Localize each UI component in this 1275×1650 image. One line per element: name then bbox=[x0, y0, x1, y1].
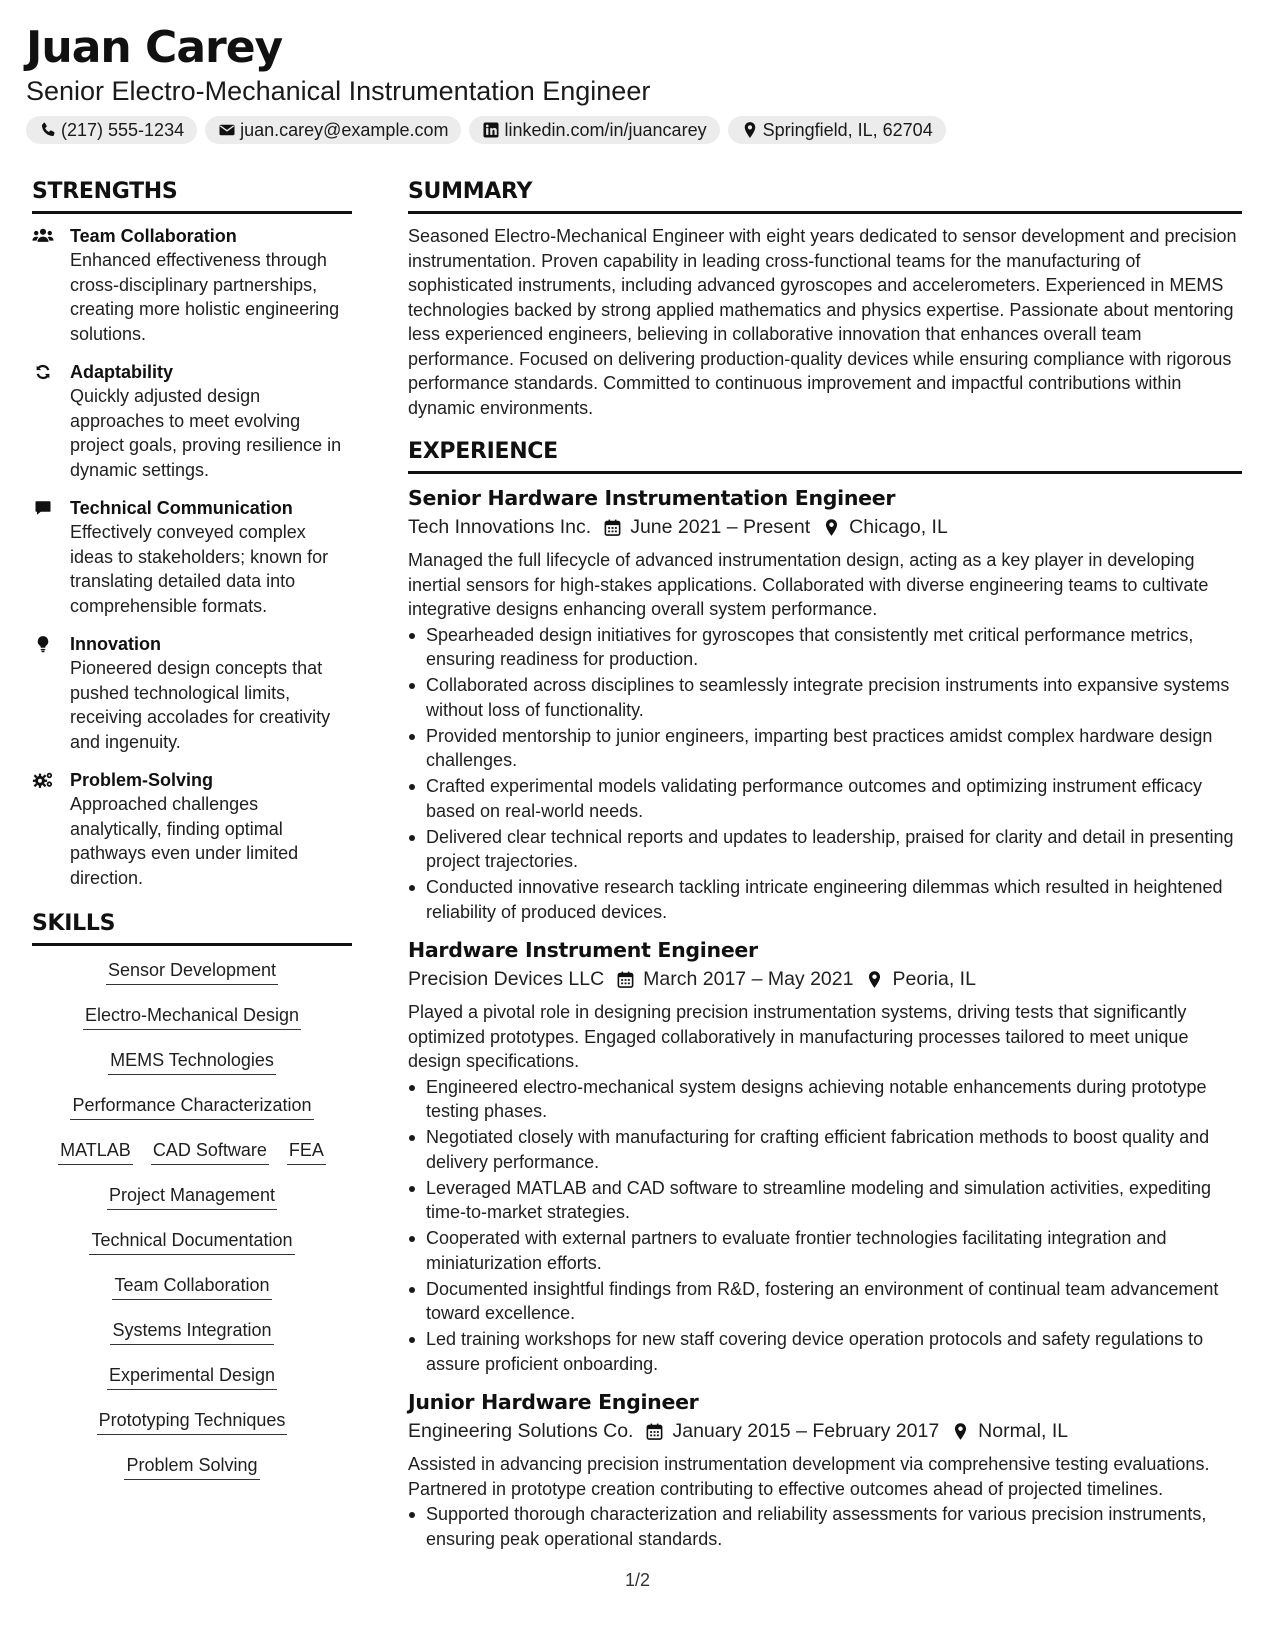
job-description: Assisted in advancing precision instrumentation development via comprehensive testing evaluations. Partnered in prototype creation contributing to effective outcomes ahead of projected timelines. bbox=[408, 1454, 1210, 1499]
job-description: Played a pivotal role in designing precision instrumentation systems, driving tests that significantly optimized prototypes. Engaged collaboratively in manufacturing processes tailored to meet unique design specifications. bbox=[408, 1002, 1189, 1071]
map-pin-icon bbox=[865, 970, 884, 989]
skill-tag: Problem Solving bbox=[124, 1451, 259, 1480]
strength-text: Approached challenges analytically, finding optimal pathways even under limited direction. bbox=[70, 794, 299, 888]
strength-title: Adaptability bbox=[70, 362, 174, 382]
job-bullet: Collaborated across disciplines to seamlessly integrate precision instruments into expansive systems without loss of functionality. bbox=[408, 673, 1242, 722]
summary-text: Seasoned Electro-Mechanical Engineer with eight years dedicated to sensor development and precision instrumentation. Proven capability in leading cross-functional teams for the manufacturing of sophisticated instruments, including advanced gyroscopes and accelerometers. Experienced in MEMS technologies backed by strong applied mathematics and physics expertise. Passionate about mentoring less experienced engineers, believing in collaborative innovation that enhances overall team performance. Focused on delivering production-quality devices while ensuring compliance with rigorous performance standards. Committed to continuous improvement and impactful contributions within dynamic environments. bbox=[408, 226, 1237, 418]
strength-title: Technical Communication bbox=[70, 498, 293, 518]
right-column bbox=[408, 178, 1242, 1563]
strength-text: Pioneered design concepts that pushed technological limits, receiving accolades for creativity and ingenuity. bbox=[70, 658, 331, 752]
cogs-icon bbox=[32, 771, 54, 789]
strength-title: Problem-Solving bbox=[70, 770, 214, 790]
skill-tag: Systems Integration bbox=[110, 1316, 273, 1345]
skill-tag: Performance Characterization bbox=[70, 1091, 313, 1120]
job-location: Normal, IL bbox=[978, 1420, 1069, 1442]
job-entry bbox=[408, 484, 1242, 924]
job-bullets bbox=[408, 1502, 1242, 1551]
job-bullet: Conducted innovative research tackling intricate engineering dilemmas which resulted in heightened reliability of produced devices. bbox=[408, 875, 1242, 924]
strength-title: Innovation bbox=[70, 634, 161, 654]
job-dates: January 2015 – February 2017 bbox=[672, 1420, 940, 1442]
candidate-name: Juan Carey bbox=[26, 22, 283, 73]
skill-tag: MEMS Technologies bbox=[108, 1046, 276, 1075]
map-pin-icon bbox=[951, 1422, 970, 1441]
job-bullet: Supported thorough characterization and reliability assessments for various precision instruments, ensuring peak operational standards. bbox=[408, 1502, 1242, 1551]
contact-linkedin[interactable] bbox=[469, 116, 719, 144]
job-location: Peoria, IL bbox=[892, 968, 976, 990]
job-company: Precision Devices LLC bbox=[408, 968, 605, 990]
calendar-icon bbox=[645, 1422, 664, 1441]
skills-list bbox=[32, 956, 352, 1496]
strength-text: Effectively conveyed complex ideas to stakeholders; known for translating detailed data into comprehensible formats. bbox=[70, 522, 329, 616]
skill-tag: Technical Documentation bbox=[89, 1226, 294, 1255]
skill-tag: FEA bbox=[287, 1136, 326, 1165]
left-column bbox=[32, 178, 352, 1496]
job-title: Senior Hardware Instrumentation Engineer bbox=[408, 486, 896, 510]
strength-item bbox=[32, 224, 352, 346]
contact-bar bbox=[26, 116, 1256, 144]
skill-tag: Sensor Development bbox=[106, 956, 278, 985]
job-company: Tech Innovations Inc. bbox=[408, 516, 592, 538]
job-bullet: Negotiated closely with manufacturing for crafting efficient fabrication methods to boost quality and delivery performance. bbox=[408, 1125, 1242, 1174]
contact-email[interactable] bbox=[205, 116, 461, 144]
lightbulb-icon bbox=[32, 635, 54, 653]
skill-tag: Experimental Design bbox=[107, 1361, 277, 1390]
skill-tag: MATLAB bbox=[58, 1136, 133, 1165]
job-bullet: Crafted experimental models validating performance outcomes and optimizing instrument efficacy based on real-world needs. bbox=[408, 774, 1242, 823]
job-bullet: Spearheaded design initiatives for gyroscopes that consistently met critical performance metrics, ensuring readiness for production. bbox=[408, 623, 1242, 672]
strength-text: Quickly adjusted design approaches to meet evolving project goals, proving resilience in dynamic settings. bbox=[70, 386, 342, 480]
job-bullets bbox=[408, 1075, 1242, 1377]
page-number: 1/2 bbox=[624, 1570, 651, 1590]
job-meta bbox=[408, 512, 1242, 542]
contact-location-text: Springfield, IL, 62704 bbox=[762, 119, 933, 140]
map-pin-icon bbox=[822, 518, 841, 537]
job-meta bbox=[408, 1416, 1242, 1446]
skill-tag: Electro-Mechanical Design bbox=[83, 1001, 301, 1030]
job-bullet: Leveraged MATLAB and CAD software to streamline modeling and simulation activities, expediting time-to-market strategies. bbox=[408, 1176, 1242, 1225]
phone-icon bbox=[39, 121, 57, 139]
contact-phone-text: (217) 555-1234 bbox=[61, 119, 185, 140]
contact-location bbox=[728, 116, 946, 144]
calendar-icon bbox=[603, 518, 622, 537]
job-location: Chicago, IL bbox=[849, 516, 948, 538]
contact-phone[interactable] bbox=[26, 116, 197, 144]
skill-tag: CAD Software bbox=[151, 1136, 269, 1165]
job-bullet: Cooperated with external partners to evaluate frontier technologies facilitating integration and miniaturization efforts. bbox=[408, 1226, 1242, 1275]
resume-header bbox=[26, 22, 1256, 144]
strength-text: Enhanced effectiveness through cross-disciplinary partnerships, creating more holistic engineering solutions. bbox=[70, 250, 340, 344]
job-dates: June 2021 – Present bbox=[630, 516, 811, 538]
job-company: Engineering Solutions Co. bbox=[408, 1420, 634, 1442]
contact-linkedin-text: linkedin.com/in/juancarey bbox=[504, 119, 707, 140]
strengths-heading: STRENGTHS bbox=[32, 178, 352, 214]
job-entry bbox=[408, 1388, 1242, 1551]
job-bullets bbox=[408, 623, 1242, 925]
job-bullet: Provided mentorship to junior engineers, imparting best practices amidst complex hardware design challenges. bbox=[408, 724, 1242, 773]
job-description: Managed the full lifecycle of advanced instrumentation design, acting as a key player in developing inertial sensors for high-stakes applications. Collaborated with diverse engineering teams to cultivate integrative designs enhancing overall system performance. bbox=[408, 550, 1209, 619]
sync-icon bbox=[32, 363, 54, 381]
envelope-icon bbox=[218, 121, 236, 139]
job-bullet: Led training workshops for new staff covering device operation protocols and safety regulations to assure proficient onboarding. bbox=[408, 1327, 1242, 1376]
summary-heading: SUMMARY bbox=[408, 178, 1242, 214]
strength-item bbox=[32, 768, 352, 890]
job-meta bbox=[408, 964, 1242, 994]
job-title: Hardware Instrument Engineer bbox=[408, 938, 758, 962]
job-bullet: Delivered clear technical reports and updates to leadership, praised for clarity and detail in presenting project trajectories. bbox=[408, 825, 1242, 874]
strength-item bbox=[32, 360, 352, 482]
experience-heading: EXPERIENCE bbox=[408, 438, 1242, 474]
users-icon bbox=[32, 227, 54, 245]
job-title: Junior Hardware Engineer bbox=[408, 1390, 699, 1414]
skill-tag: Team Collaboration bbox=[112, 1271, 271, 1300]
linkedin-icon bbox=[482, 121, 500, 139]
job-bullet: Engineered electro-mechanical system designs achieving notable enhancements during prototype testing phases. bbox=[408, 1075, 1242, 1124]
strength-title: Team Collaboration bbox=[70, 226, 237, 246]
strength-item bbox=[32, 632, 352, 754]
job-entry bbox=[408, 936, 1242, 1376]
skills-heading: SKILLS bbox=[32, 910, 352, 946]
contact-email-text: juan.carey@example.com bbox=[240, 119, 449, 140]
calendar-icon bbox=[616, 970, 635, 989]
job-dates: March 2017 – May 2021 bbox=[643, 968, 854, 990]
map-pin-icon bbox=[741, 121, 759, 139]
candidate-title: Senior Electro-Mechanical Instrumentation Engineer bbox=[26, 76, 651, 106]
skill-tag: Project Management bbox=[107, 1181, 277, 1210]
strength-item bbox=[32, 496, 352, 618]
comment-icon bbox=[32, 499, 54, 517]
job-bullet: Documented insightful findings from R&D, fostering an environment of continual team advancement toward excellence. bbox=[408, 1277, 1242, 1326]
skill-tag: Prototyping Techniques bbox=[97, 1406, 288, 1435]
